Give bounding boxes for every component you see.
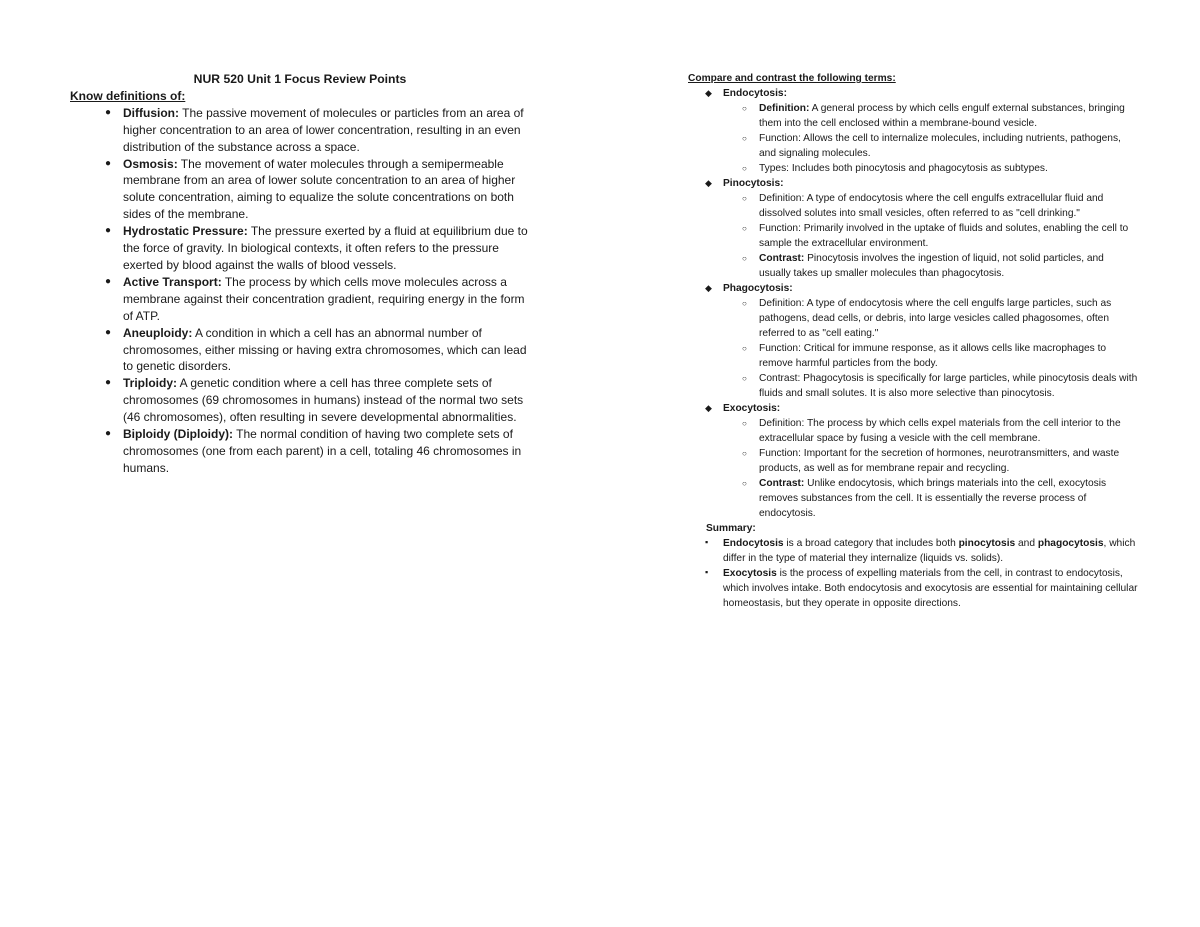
bullet-icon: ●	[105, 326, 112, 338]
term-definition: The normal condition of having two complete sets of chromosomes (one from each parent) in a cell, totaling 46 chromosomes in humans.	[123, 427, 522, 475]
point-item	[742, 131, 1138, 161]
topic-item	[705, 401, 1138, 521]
topic-points	[723, 101, 1138, 176]
topic-points	[723, 191, 1138, 281]
point-text: Critical for immune response, as it allows cells like macrophages to remove harmful particles from the body.	[759, 343, 1107, 369]
definitions-subheading: Know definitions of:	[70, 88, 186, 103]
circle-bullet-icon: ○	[742, 164, 747, 173]
definitions-list	[70, 105, 535, 477]
bullet-icon: ●	[105, 428, 112, 440]
point-text: A type of endocytosis where the cell engulfs large particles, such as pathogens, dead cells, or debris, into large vesicles called phagosomes, often referred to as "cell eating."	[759, 298, 1112, 339]
summary-heading: Summary:	[706, 523, 756, 534]
summary-term: Exocytosis	[723, 568, 777, 579]
point-item	[742, 416, 1138, 446]
summary-term: phagocytosis	[1037, 538, 1104, 549]
circle-bullet-icon: ○	[742, 299, 747, 308]
topic-title: Phagocytosis:	[723, 283, 793, 294]
left-column	[70, 71, 535, 477]
point-label: Definition:	[759, 298, 805, 309]
circle-bullet-icon: ○	[742, 344, 747, 353]
list-item	[105, 274, 535, 325]
term-definition: A condition in which a cell has an abnormal number of chromosomes, either missing or having extra chromosomes, which can lead to genetic disorders.	[123, 325, 527, 374]
point-label: Function:	[759, 448, 801, 459]
circle-bullet-icon: ○	[742, 134, 747, 143]
summary-term: pinocytosis	[958, 538, 1016, 549]
point-item	[742, 191, 1138, 221]
point-text: Allows the cell to internalize molecules, including nutrients, pathogens, and signaling molecules.	[759, 133, 1121, 159]
point-label: Definition:	[759, 103, 810, 114]
circle-bullet-icon: ○	[742, 104, 747, 113]
circle-bullet-icon: ○	[742, 194, 747, 203]
topics-list	[688, 86, 1138, 521]
term-label: Active Transport:	[123, 274, 222, 289]
bullet-icon: ●	[105, 377, 112, 389]
point-item	[742, 341, 1138, 371]
circle-bullet-icon: ○	[742, 254, 747, 263]
bullet-icon: ◆	[705, 178, 712, 188]
term-label: Hydrostatic Pressure:	[123, 224, 248, 239]
circle-bullet-icon: ○	[742, 449, 747, 458]
topic-points	[723, 296, 1138, 401]
square-bullet-icon: ▪	[705, 537, 709, 547]
list-item	[105, 426, 535, 477]
document-title: NUR 520 Unit 1 Focus Review Points	[193, 72, 407, 86]
point-label: Definition:	[759, 418, 805, 429]
summary-text: is a broad category that includes both	[783, 538, 959, 549]
point-text: Includes both pinocytosis and phagocytosis as subtypes.	[789, 163, 1048, 174]
compare-heading: Compare and contrast the following terms:	[688, 73, 896, 84]
topic-item	[705, 176, 1138, 281]
point-item	[742, 296, 1138, 341]
square-bullet-icon: ▪	[705, 567, 709, 577]
point-label: Function:	[759, 223, 801, 234]
topic-item	[705, 86, 1138, 176]
point-label: Types:	[759, 163, 790, 174]
point-text: Primarily involved in the uptake of fluids and solutes, enabling the cell to sample the extracellular environment.	[759, 223, 1129, 249]
term-definition: The pressure exerted by a fluid at equilibrium due to the force of gravity. In biological contexts, it often refers to the pressure exerted by blood against the walls of blood vessels.	[123, 224, 528, 272]
circle-bullet-icon: ○	[742, 224, 747, 233]
point-text: Important for the secretion of hormones, neurotransmitters, and waste products, as well as for membrane repair and recycling.	[759, 448, 1120, 474]
list-item	[105, 105, 535, 156]
summary-list	[688, 536, 1138, 611]
point-text: A type of endocytosis where the cell engulfs extracellular fluid and dissolved solutes into small vesicles, often referred to as "cell drinking."	[759, 193, 1104, 219]
bullet-icon: ●	[105, 275, 112, 287]
term-label: Triploidy:	[123, 376, 177, 391]
point-label: Definition:	[759, 193, 805, 204]
point-label: Function:	[759, 133, 801, 144]
point-text: The process by which cells expel materials from the cell interior to the extracellular space by fusing a vesicle with the cell membrane.	[759, 418, 1121, 444]
list-item	[105, 325, 535, 376]
term-label: Aneuploidy:	[123, 325, 193, 340]
bullet-icon: ◆	[705, 403, 712, 413]
term-label: Biploidy (Diploidy):	[123, 427, 233, 442]
point-item	[742, 476, 1138, 521]
list-item	[105, 375, 535, 426]
topic-title: Endocytosis:	[723, 88, 787, 99]
bullet-icon: ●	[105, 225, 112, 237]
point-item	[742, 101, 1138, 131]
right-column	[688, 71, 1138, 611]
bullet-icon: ◆	[705, 88, 712, 98]
summary-text: and	[1015, 538, 1038, 549]
summary-item	[705, 566, 1138, 611]
bullet-icon: ●	[105, 157, 112, 169]
circle-bullet-icon: ○	[742, 479, 747, 488]
point-item	[742, 221, 1138, 251]
list-item	[105, 156, 535, 224]
term-definition: A genetic condition where a cell has three complete sets of chromosomes (69 chromosomes in humans) instead of the normal two sets (46 chromosomes), often resulting in severe developmental abnormalities.	[123, 376, 524, 425]
circle-bullet-icon: ○	[742, 374, 747, 383]
term-definition: The process by which cells move molecules across a membrane against their concentration gradient, requiring energy in the form of ATP.	[123, 274, 525, 323]
point-label: Contrast:	[759, 478, 805, 489]
summary-term: Endocytosis	[723, 538, 784, 549]
point-item	[742, 251, 1138, 281]
point-label: Function:	[759, 343, 801, 354]
point-text: Phagocytosis is specifically for large particles, while pinocytosis deals with fluids and small solutes. It is also more selective than pinocytosis.	[759, 373, 1138, 399]
point-text: Pinocytosis involves the ingestion of liquid, not solid particles, and usually takes up smaller molecules than phagocytosis.	[759, 253, 1104, 279]
term-definition: The movement of water molecules through a semipermeable membrane from an area of lower solute concentration to an area of higher solute concentration, aiming to equalize the solute concentrations on both sides of the membrane.	[123, 156, 516, 222]
list-item	[105, 223, 535, 274]
summary-text: , which differ in the type of material they internalize (liquids vs. solids).	[723, 538, 1136, 564]
point-text: Unlike endocytosis, which brings materials into the cell, exocytosis removes substances from the cell. It is essentially the reverse process of endocytosis.	[759, 478, 1107, 519]
point-item	[742, 371, 1138, 401]
point-label: Contrast:	[759, 373, 801, 384]
circle-bullet-icon: ○	[742, 419, 747, 428]
bullet-icon: ◆	[705, 283, 712, 293]
summary-item	[705, 536, 1138, 566]
summary-text: is the process of expelling materials from the cell, in contrast to endocytosis, which involves intake. Both endocytosis and exocytosis are essential for maintaining cellular homeostasis, but they operate in opposite directions.	[723, 568, 1138, 609]
term-label: Diffusion:	[123, 105, 179, 120]
point-item	[742, 161, 1138, 176]
topic-item	[705, 281, 1138, 401]
bullet-icon: ●	[105, 106, 112, 118]
point-label: Contrast:	[759, 253, 805, 264]
point-text: A general process by which cells engulf external substances, bringing them into the cell enclosed within a membrane-bound vesicle.	[759, 103, 1125, 129]
term-label: Osmosis:	[123, 156, 178, 171]
term-definition: The passive movement of molecules or particles from an area of higher concentration to an area of lower concentration, resulting in an even distribution of the substance across a space.	[123, 105, 524, 154]
topic-title: Exocytosis:	[723, 403, 781, 414]
topic-points	[723, 416, 1138, 521]
topic-title: Pinocytosis:	[723, 178, 784, 189]
point-item	[742, 446, 1138, 476]
